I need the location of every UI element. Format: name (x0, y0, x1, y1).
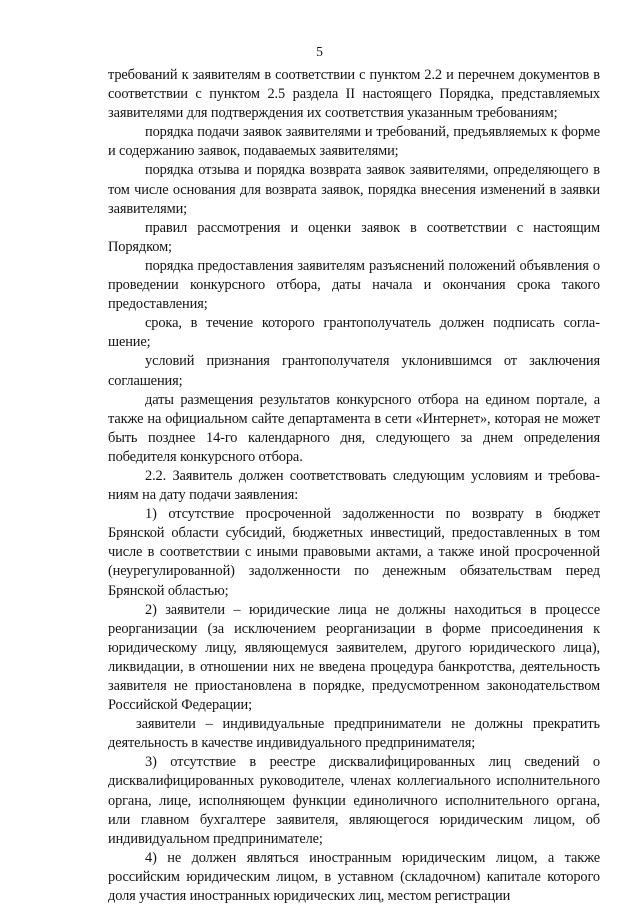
paragraph: порядка отзыва и порядка возврата заявок заявителями, определяющего в том числе основания для возврата заявок, порядка внесения изменений в заявки заявителями; (108, 162, 600, 217)
document-body (108, 66, 600, 906)
section-paragraph: 2.2. Заявитель должен соответствовать следующим условиям и требованиям на дату подачи заявления: (108, 467, 600, 504)
paragraph: даты размещения результатов конкурсного отбора на едином портале, а также на официальном сайте департамента в сети «Интернет», которая не может быть позднее 14-го календарного дня, следующего за днем определения победителя конкурсного отбора. (108, 391, 600, 465)
paragraph: заявители – индивидуальные предприниматели не должны прекратить деятельность в качестве индивидуального предпринимателя; (108, 716, 600, 752)
list-item: 4) не должен являться иностранным юридическим лицом, а также российским юридическим лицом, в уставном (складочном) капитале которого доля участия иностранных юридических лиц, местом регистрации (108, 849, 600, 905)
page-number: 5 (316, 44, 323, 59)
paragraph: срока, в течение которого грантополучатель должен подписать соглашение; (108, 315, 600, 351)
list-item: 1) отсутствие просроченной задолженности по возврату в бюджет Брянской области субсидий, бюджетных инвестиций, предоставленных в том числе в соответствии с иными правовыми актами, а также иной просроченной (неурегулированной) задолженности по денежным обязательствам перед Брянской областью; (108, 506, 600, 599)
paragraph: порядка предоставления заявителям разъяснений положений объявления о проведении конкурсного отбора, даты начала и окончания срока такого предоставления; (108, 257, 600, 313)
paragraph: порядка подачи заявок заявителями и требований, предъявляемых к форме и содержанию заявок, подаваемых заявителями; (108, 124, 600, 160)
list-item: 3) отсутствие в реестре дисквалифицированных лиц сведений о дисквалифицированных руководителе, членах коллегиального исполнительного органа, лице, исполняющем функции единоличного исполнительного органа, или главном бухгалтере заявителя, являющегося юридическим лицом, об индивидуальном предпринимателе; (108, 754, 600, 847)
paragraph: условий признания грантополучателя уклонившимся от заключения соглашения; (108, 353, 600, 389)
list-item: 2) заявители – юридические лица не должны находиться в процессе реорганизации (за исключением реорганизации в форме присоединения к юридическому лицу, являющемуся заявителем, другого юридического лица), ликвидации, в отношении них не введена процедура банкротства, деятельность заявителя не приостановлена в порядке, предусмотренном законодательством Российской Федерации; (108, 601, 600, 714)
paragraph: требований к заявителям в соответствии с пунктом 2.2 и перечнем документов в соответствии с пунктом 2.5 раздела II настоящего Порядка, представляемых заявителями для подтверждения их соответствия указанным требованиям; (108, 67, 600, 122)
paragraph: правил рассмотрения и оценки заявок в соответствии с настоящим Порядком; (108, 219, 600, 255)
